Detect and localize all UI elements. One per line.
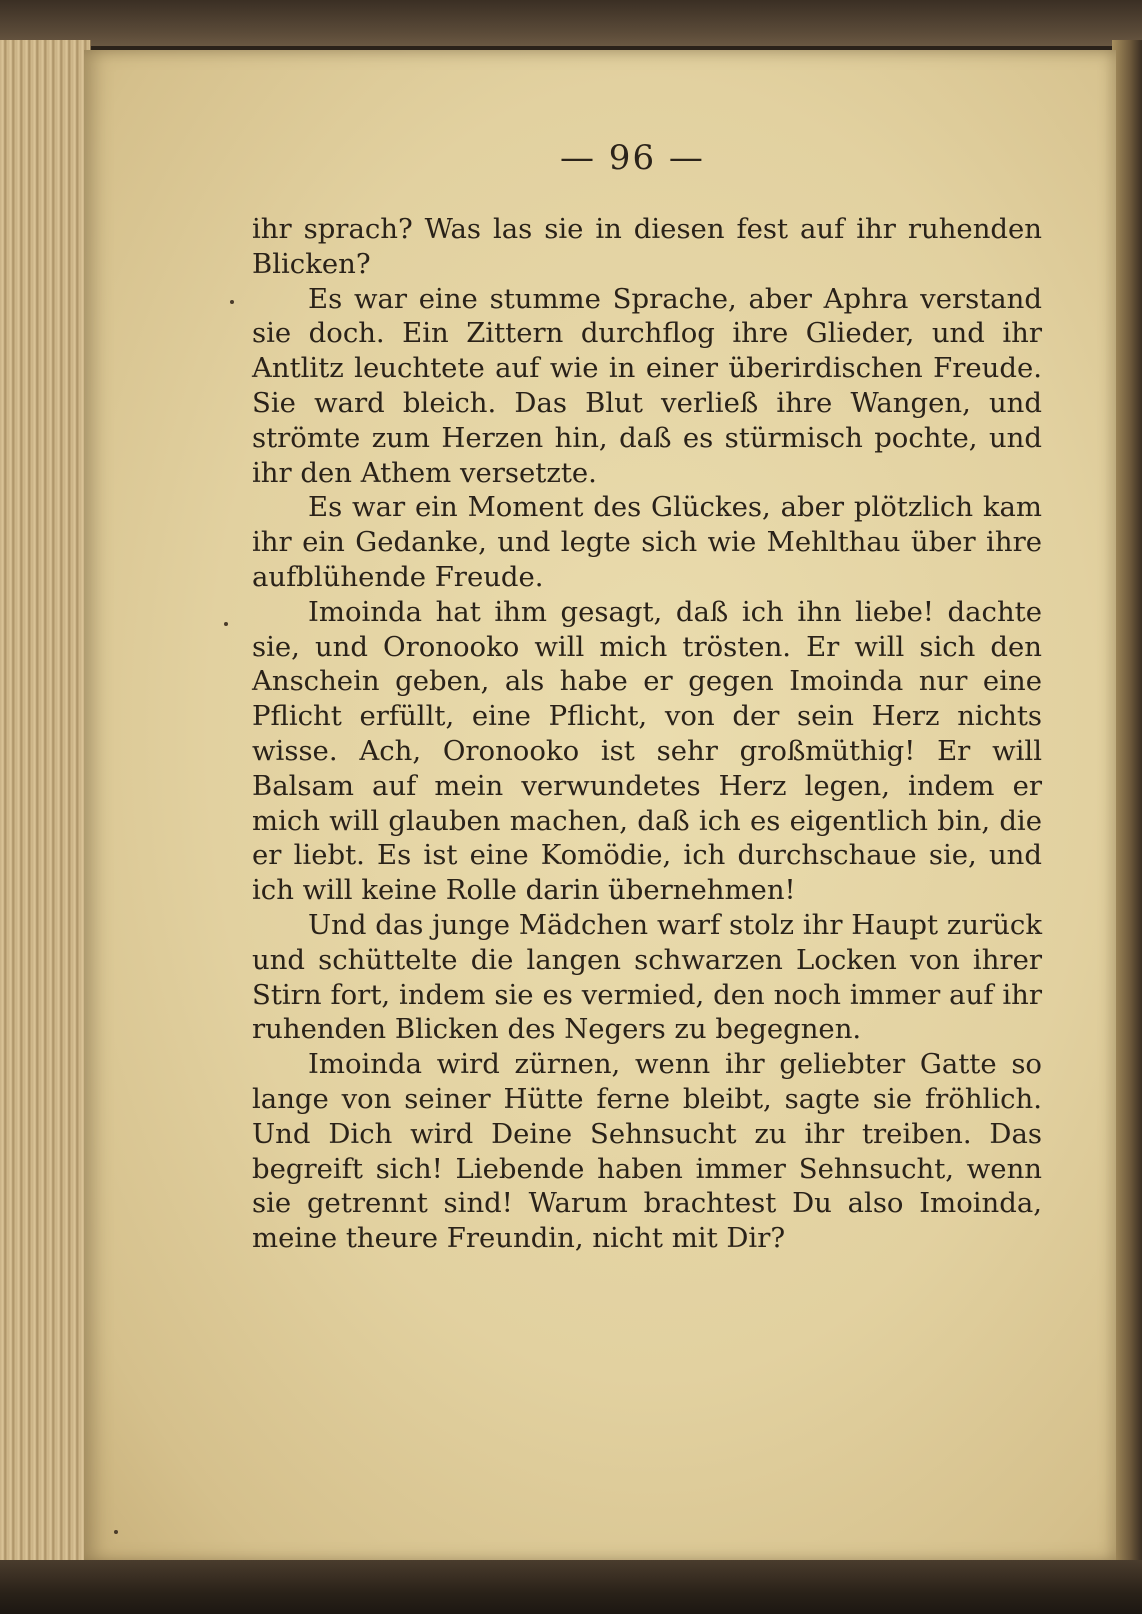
paragraph: Und das junge Mädchen warf stolz ihr Haupt zurück und schüttelte die langen schwarzen Locken von ihrer Stirn fort, indem sie es vermied, den noch immer auf ihr ruhenden Blicken des Negers zu begegnen. [252, 908, 1042, 1046]
page-body-text [252, 212, 1042, 1256]
paragraph: ihr sprach? Was las sie in diesen fest auf ihr ruhenden Blicken? [252, 213, 1042, 280]
paragraph: Imoinda hat ihm gesagt, daß ich ihn liebe! dachte sie, und Oronooko will mich trösten. Er will sich den Anschein geben, als habe er gegen Imoinda nur eine Pflicht erfüllt, eine Pflicht, von der sein Herz nichts wisse. Ach, Oronooko ist sehr großmüthig! Er will Balsam auf mein verwundetes Herz legen, indem er mich will glauben machen, daß ich es eigentlich bin, die er liebt. Es ist eine Komödie, ich durchschaue sie, und ich will keine Rolle darin übernehmen! [252, 595, 1042, 907]
paper-speck [114, 1530, 118, 1534]
book-cover-top [0, 0, 1142, 46]
page-edges-left [0, 40, 91, 1570]
paragraph: Imoinda wird zürnen, wenn ihr geliebter Gatte so lange von seiner Hütte ferne bleibt, sagte sie fröhlich. Und Dich wird Deine Sehnsucht zu ihr treiben. Das begreift sich! Liebende haben immer Sehnsucht, wenn sie getrennt sind! Warum brachtest Du also Imoinda, meine theure Freundin, nicht mit Dir? [252, 1048, 1042, 1255]
paragraph: Es war ein Moment des Glückes, aber plötzlich kam ihr ein Gedanke, und legte sich wie Mehlthau über ihre aufblühende Freude. [252, 491, 1042, 593]
paper-speck [224, 622, 228, 626]
paper-speck [230, 300, 234, 304]
page-number: — 96 — [560, 138, 705, 178]
page-edge-right [1112, 40, 1142, 1570]
paragraph: Es war eine stumme Sprache, aber Aphra verstand sie doch. Ein Zittern durchflog ihre Glieder, und ihr Antlitz leuchtete auf wie in einer überirdischen Freude. Sie ward bleich. Das Blut verließ ihre Wangen, und strömte zum Herzen hin, daß es stürmisch pochte, und ihr den Athem versetzte. [252, 282, 1042, 489]
book-cover-bottom [0, 1560, 1142, 1614]
